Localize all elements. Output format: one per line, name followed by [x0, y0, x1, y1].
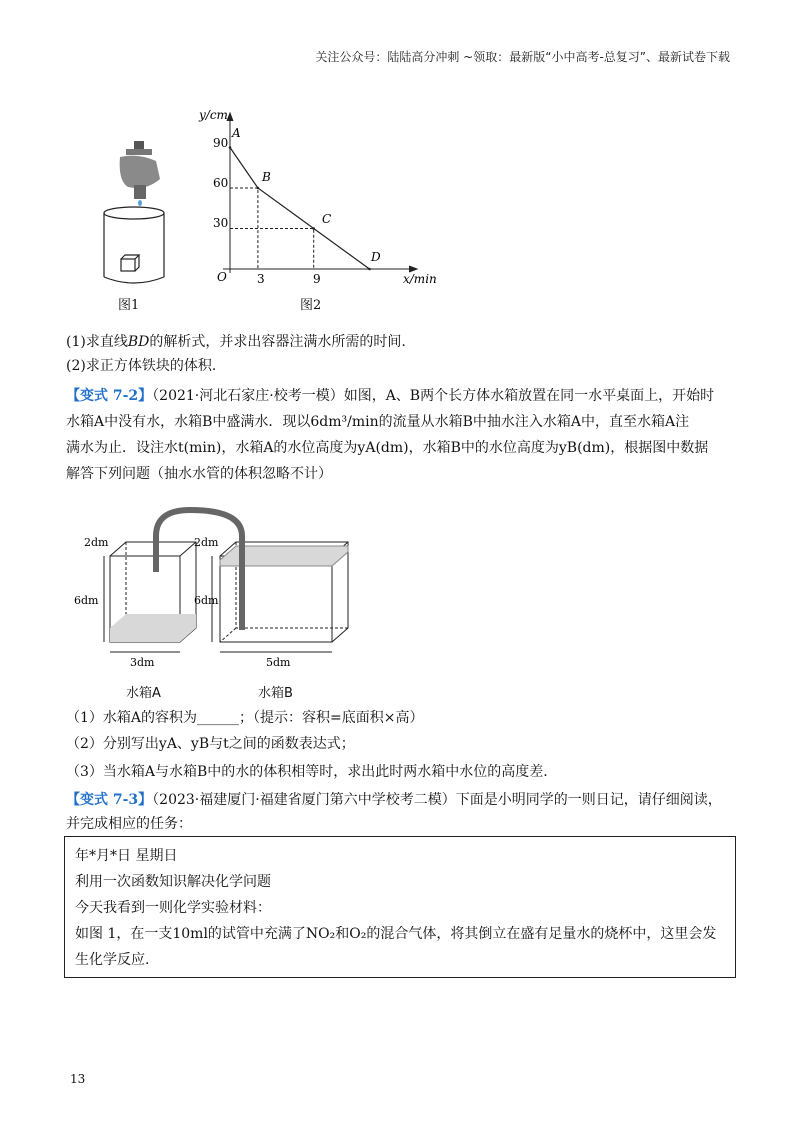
- y-axis-label: y/cm: [199, 108, 228, 122]
- diary-date: 年*月*日 星期日: [75, 848, 178, 864]
- faucet-icon: [120, 141, 160, 206]
- graph-point-a: [229, 146, 232, 149]
- tank-a-label: 水箱A: [126, 686, 161, 701]
- tank-a-water: [110, 614, 196, 642]
- tank-a-width-label: 3dm: [130, 656, 155, 669]
- variant-7-2-line-1: 【变式 7-2】（2021·河北石家庄·校考一模）如图，A、B两个长方体水箱放置在同一水平桌面上，开始时: [66, 388, 715, 404]
- diary-line-5: 生化学反应.: [75, 952, 150, 968]
- variant-7-3-line-1: 【变式 7-3】（2023·福建厦门·福建省厦门第六中学校考二模）下面是小明同学的一则日记，请仔细阅读，: [66, 792, 722, 808]
- tank-b-height-label: 6dm: [194, 594, 219, 607]
- diary-box: [64, 836, 736, 978]
- guide-line-b: [230, 188, 258, 269]
- point-label-c: C: [322, 212, 332, 226]
- graph-point-c: [312, 227, 315, 230]
- beaker-icon: [104, 207, 164, 283]
- diary-line-3: 今天我看到一则化学实验材料：: [75, 900, 271, 916]
- variant-7-3-tag: 【变式 7-3】: [66, 792, 153, 808]
- water-tanks-figure: [70, 500, 370, 680]
- figure-2-caption: 图2: [300, 298, 322, 313]
- origin-label: O: [217, 270, 227, 284]
- page-number: 13: [70, 1072, 86, 1086]
- figure-1-caption: 图1: [118, 298, 140, 313]
- figure-1-faucet-beaker: [90, 135, 180, 295]
- tank-b-label: 水箱B: [258, 686, 293, 701]
- graph-point-b: [257, 187, 260, 190]
- tank-b-front: [220, 556, 332, 642]
- figure-2-graph: [195, 105, 445, 285]
- diary-line-4: 如图 1，在一支10ml的试管中充满了NO₂和O₂的混合气体，将其倒立在盛有足量水的烧杯中，这里会发: [75, 926, 717, 942]
- variant-7-2-line-2: 水箱A中没有水，水箱B中盛满水．现以6dm³/min的流量从水箱B中抽水注入水箱A中，直至水箱A注: [66, 414, 690, 430]
- y-tick-90: 90: [213, 136, 229, 150]
- x-tick-3: 3: [257, 272, 265, 285]
- sub-question-3: （3）当水箱A与水箱B中的水的体积相等时，求出此时两水箱中水位的高度差.: [66, 764, 548, 780]
- tank-a-depth-label: 2dm: [84, 536, 109, 549]
- variant-7-3-line-2: 并完成相应的任务：: [66, 816, 192, 832]
- point-label-b: B: [262, 170, 271, 184]
- sub-question-1: （1）水箱A的容积为______；（提示：容积=底面积×高）: [66, 710, 424, 726]
- point-label-a: A: [232, 126, 241, 140]
- graph-point-d: [368, 268, 371, 271]
- sub-question-2: （2）分别写出yA、yB与t之间的函数表达式；: [66, 736, 355, 752]
- tank-b-width-label: 5dm: [266, 656, 291, 669]
- tank-b-depth-label: 2dm: [194, 536, 219, 549]
- question-1: (1)求直线BD的解析式，并求出容器注满水所需的时间.: [66, 334, 406, 350]
- page-header: 关注公众号：陆陆高分冲刺 ~领取：最新版“小中高考-总复习”、最新试卷下载: [315, 50, 730, 64]
- diary-title: 利用一次函数知识解决化学问题: [75, 874, 271, 890]
- variant-7-2-line-3: 满水为止．设注水t(min)，水箱A的水位高度为yA(dm)，水箱B中的水位高度为yB(dm)，根据图中数据: [66, 440, 709, 456]
- graph-line-abcd: [230, 148, 370, 270]
- x-axis-label: x/min: [403, 272, 437, 285]
- guide-line-c: [230, 229, 314, 270]
- question-2: (2)求正方体铁块的体积.: [66, 358, 217, 374]
- variant-7-2-tag: 【变式 7-2】: [66, 388, 153, 404]
- y-tick-60: 60: [213, 176, 229, 190]
- siphon-pipe: [156, 510, 242, 630]
- tank-a-height-label: 6dm: [74, 594, 99, 607]
- x-tick-9: 9: [313, 272, 321, 285]
- variant-7-2-line-4: 解答下列问题（抽水水管的体积忽略不计）: [66, 466, 332, 482]
- y-tick-30: 30: [213, 216, 229, 230]
- point-label-d: D: [371, 250, 381, 264]
